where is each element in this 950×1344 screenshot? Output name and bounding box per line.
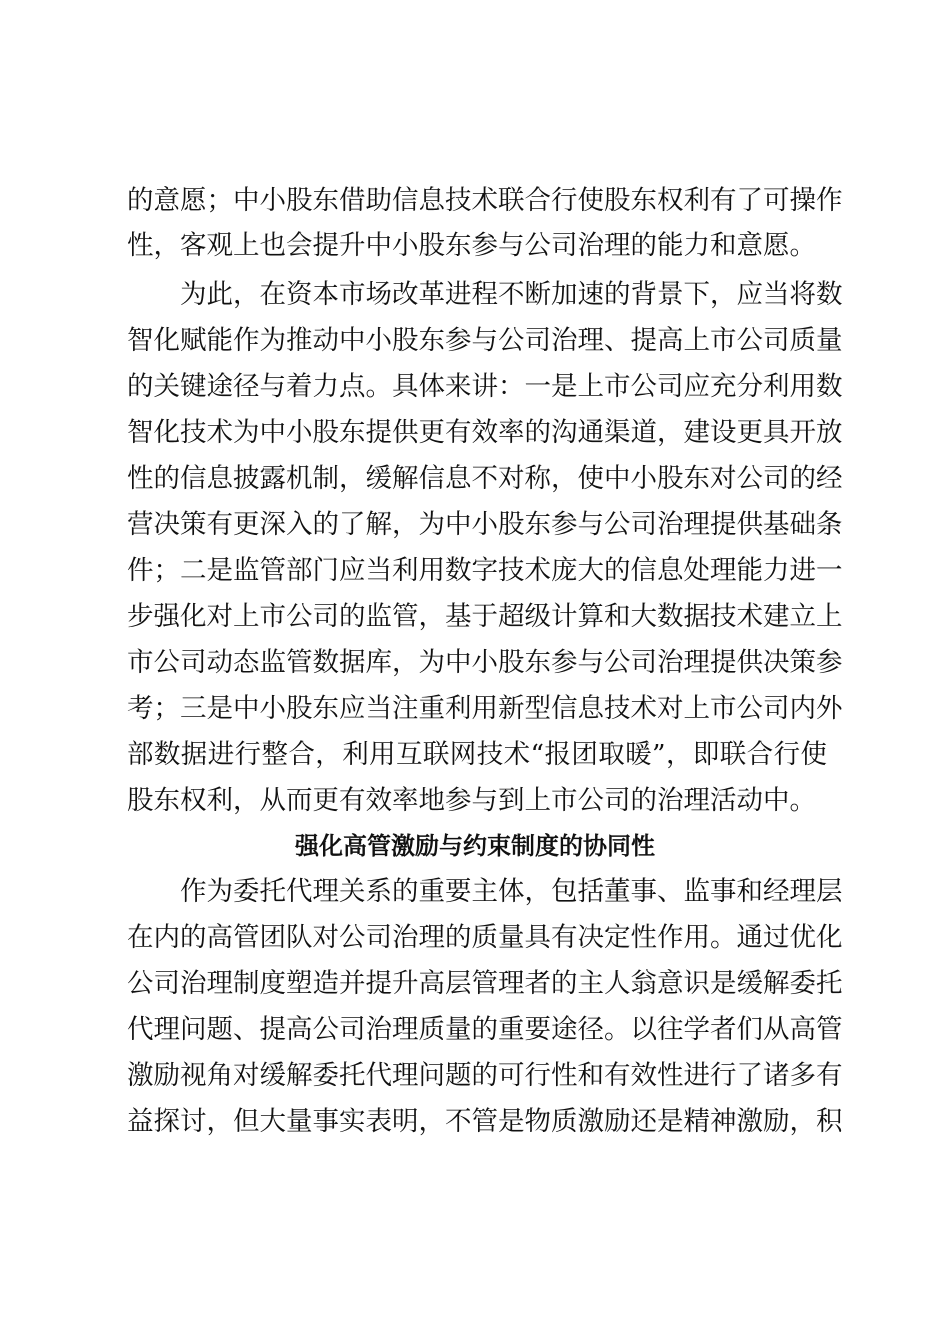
paragraph-2-line: 性的信息披露机制，缓解信息不对称，使中小股东对公司的经 — [127, 463, 843, 494]
paragraph-2-line: 件；二是监管部门应当利用数字技术庞大的信息处理能力进一 — [127, 555, 843, 586]
paragraph-3-line: 公司治理制度塑造并提升高层管理者的主人翁意识是缓解委托 — [127, 968, 843, 999]
paragraph-2-line: 考；三是中小股东应当注重利用新型信息技术对上市公司内外 — [127, 693, 843, 724]
paragraph-2-line: 智化赋能作为推动中小股东参与公司治理、提高上市公司质量 — [127, 325, 843, 356]
section-heading: 强化高管激励与约束制度的协同性 — [295, 831, 655, 860]
paragraph-2-line: 的关键途径与着力点。具体来讲：一是上市公司应充分利用数 — [127, 371, 843, 402]
paragraph-2-line: 营决策有更深入的了解，为中小股东参与公司治理提供基础条 — [127, 509, 843, 540]
paragraph-1-line: 的意愿；中小股东借助信息技术联合行使股东权利有了可操作 — [127, 185, 843, 216]
paragraph-2-line: 为此，在资本市场改革进程不断加速的背景下，应当将数 — [180, 279, 843, 310]
paragraph-3-line: 益探讨，但大量事实表明，不管是物质激励还是精神激励，积 — [127, 1106, 843, 1137]
paragraph-3-line: 激励视角对缓解委托代理问题的可行性和有效性进行了诸多有 — [127, 1060, 843, 1091]
paragraph-2-line: 股东权利，从而更有效率地参与到上市公司的治理活动中。 — [127, 785, 816, 816]
paragraph-3-line: 作为委托代理关系的重要主体，包括董事、监事和经理层 — [180, 876, 843, 907]
paragraph-2-line: 部数据进行整合，利用互联网技术“报团取暖”，即联合行使 — [127, 739, 827, 770]
paragraph-2-line: 市公司动态监管数据库，为中小股东参与公司治理提供决策参 — [127, 647, 843, 678]
paragraph-2-line: 智化技术为中小股东提供更有效率的沟通渠道，建设更具开放 — [127, 417, 843, 448]
paragraph-1-line: 性，客观上也会提升中小股东参与公司治理的能力和意愿。 — [127, 230, 816, 261]
paragraph-3-line: 代理问题、提高公司治理质量的重要途径。以往学者们从高管 — [127, 1014, 843, 1045]
paragraph-2-line: 步强化对上市公司的监管，基于超级计算和大数据技术建立上 — [127, 601, 843, 632]
paragraph-3-line: 在内的高管团队对公司治理的质量具有决定性作用。通过优化 — [127, 922, 843, 953]
